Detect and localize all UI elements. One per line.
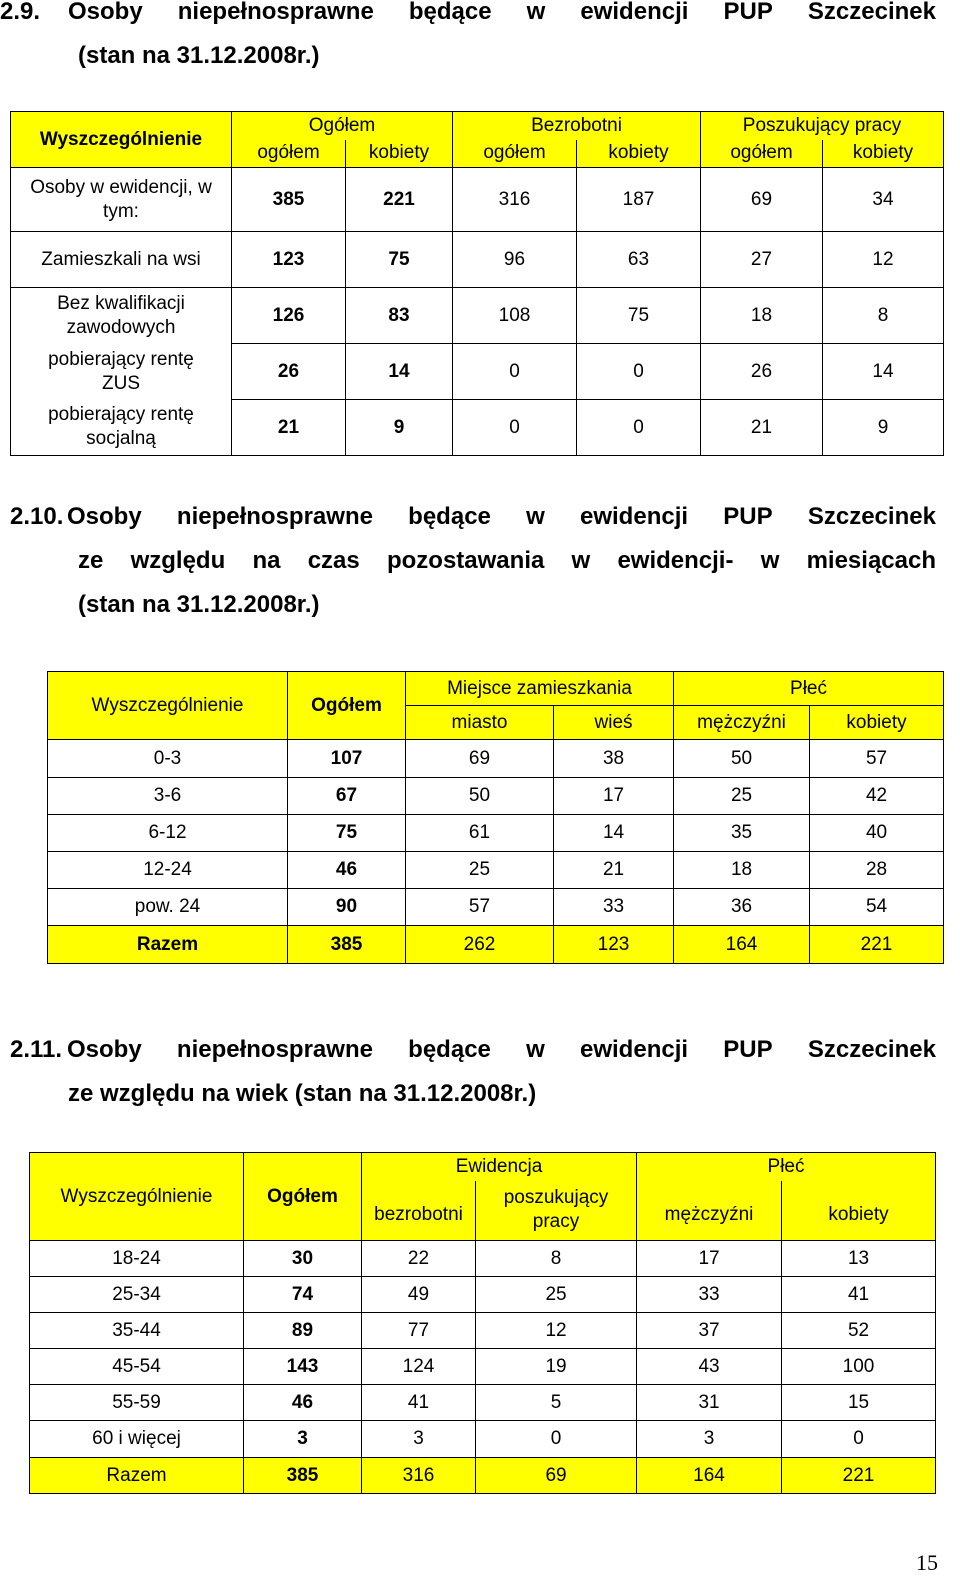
heading-line-1 <box>67 1028 936 1072</box>
sub-header: kobiety <box>782 1181 936 1241</box>
row-label: 18-24 <box>30 1241 244 1277</box>
heading-word: miesiącach <box>806 547 936 574</box>
page-number: 15 <box>916 1550 938 1575</box>
cell: 108 <box>453 288 577 344</box>
cell: 385 <box>244 1458 362 1494</box>
cell: 0 <box>453 344 577 400</box>
group-header-sex: Płeć <box>637 1153 936 1181</box>
row-label: Razem <box>30 1458 244 1494</box>
sub-header: wieś <box>554 706 674 740</box>
table-row <box>48 889 944 926</box>
section-number: 2.9. <box>0 0 41 25</box>
heading-word: będące <box>408 1036 491 1063</box>
cell: 9 <box>823 400 944 456</box>
cell: 33 <box>554 889 674 926</box>
table-2-11 <box>29 1152 936 1494</box>
sub-header: poszukujący pracy <box>476 1181 637 1241</box>
cell: 26 <box>701 344 823 400</box>
heading-line-2: ze względu na wiek (stan na 31.12.2008r.) <box>68 1080 537 1107</box>
table-row <box>48 852 944 889</box>
cell: 90 <box>288 889 406 926</box>
cell: 50 <box>674 740 810 778</box>
sub-header: kobiety <box>823 140 944 168</box>
heading-word: ewidencji <box>580 1036 689 1063</box>
table-row <box>30 1349 936 1385</box>
row-label: 45-54 <box>30 1349 244 1385</box>
heading-word: ewidencji <box>580 0 689 25</box>
cell: 126 <box>232 288 346 344</box>
cell: 15 <box>782 1385 936 1421</box>
cell: 37 <box>637 1313 782 1349</box>
section-2-10-heading <box>10 495 936 627</box>
row-label: Osoby w ewidencji, w tym: <box>11 168 232 232</box>
row-label: 55-59 <box>30 1385 244 1421</box>
heading-word: czas <box>307 547 360 574</box>
heading-word: Szczecinek <box>807 503 936 530</box>
row-label: pow. 24 <box>48 889 288 926</box>
cell: 46 <box>244 1385 362 1421</box>
cell: 17 <box>554 778 674 815</box>
sub-header: ogółem <box>701 140 823 168</box>
section-2-11-heading <box>10 1028 936 1116</box>
cell: 22 <box>362 1241 476 1277</box>
table-row <box>30 1241 936 1277</box>
cell: 40 <box>810 815 944 852</box>
sub-header: kobiety <box>346 140 453 168</box>
heading-line-2 <box>10 539 936 583</box>
total-row <box>30 1458 936 1494</box>
cell: 54 <box>810 889 944 926</box>
cell: 100 <box>782 1349 936 1385</box>
cell: 221 <box>810 926 944 964</box>
cell: 0 <box>577 344 701 400</box>
row-label: 25-34 <box>30 1277 244 1313</box>
cell: 41 <box>362 1385 476 1421</box>
cell: 9 <box>346 400 453 456</box>
heading-word: niepełnosprawne <box>177 0 374 25</box>
cell: 25 <box>674 778 810 815</box>
cell: 34 <box>823 168 944 232</box>
cell: 36 <box>674 889 810 926</box>
heading-line-3: (stan na 31.12.2008r.) <box>78 591 320 618</box>
group-header-residence: Miejsce zamieszkania <box>406 672 674 706</box>
table-row <box>48 740 944 778</box>
row-label: Razem <box>48 926 288 964</box>
cell: 43 <box>637 1349 782 1385</box>
section-2-9-heading <box>0 0 936 78</box>
table-2-10 <box>47 671 944 964</box>
sub-header: mężczyźni <box>674 706 810 740</box>
heading-line-1 <box>68 0 936 34</box>
cell: 26 <box>232 344 346 400</box>
cell: 35 <box>674 815 810 852</box>
cell: 12 <box>476 1313 637 1349</box>
cell: 14 <box>554 815 674 852</box>
cell: 5 <box>476 1385 637 1421</box>
header-total: Ogółem <box>244 1153 362 1241</box>
cell: 96 <box>453 232 577 288</box>
cell: 27 <box>701 232 823 288</box>
cell: 8 <box>476 1241 637 1277</box>
section-number: 2.10. <box>10 503 64 530</box>
cell: 221 <box>782 1458 936 1494</box>
row-label: 12-24 <box>48 852 288 889</box>
row-label: 0-3 <box>48 740 288 778</box>
cell: 3 <box>244 1421 362 1458</box>
table-row <box>11 400 944 456</box>
cell: 52 <box>782 1313 936 1349</box>
cell: 221 <box>346 168 453 232</box>
cell: 8 <box>823 288 944 344</box>
heading-word: w <box>526 0 546 25</box>
cell: 61 <box>406 815 554 852</box>
cell: 3 <box>637 1421 782 1458</box>
table-2-9 <box>10 111 944 456</box>
row-label: Zamieszkali na wsi <box>11 232 232 288</box>
cell: 50 <box>406 778 554 815</box>
heading-word: PUP <box>723 503 773 530</box>
cell: 17 <box>637 1241 782 1277</box>
cell: 30 <box>244 1241 362 1277</box>
sub-header: miasto <box>406 706 554 740</box>
table-row <box>11 344 944 400</box>
header-label: Wyszczególnienie <box>48 672 288 740</box>
cell: 0 <box>577 400 701 456</box>
cell: 12 <box>823 232 944 288</box>
cell: 42 <box>810 778 944 815</box>
cell: 143 <box>244 1349 362 1385</box>
cell: 21 <box>232 400 346 456</box>
header-label: Wyszczególnienie <box>11 112 232 168</box>
heading-word: ewidencji <box>580 503 689 530</box>
section-number: 2.11. <box>10 1036 63 1063</box>
cell: 18 <box>701 288 823 344</box>
cell: 69 <box>701 168 823 232</box>
heading-word: PUP <box>723 0 773 25</box>
cell: 25 <box>476 1277 637 1313</box>
group-header-sex: Płeć <box>674 672 944 706</box>
cell: 14 <box>823 344 944 400</box>
cell: 107 <box>288 740 406 778</box>
group-header-register: Ewidencja <box>362 1153 637 1181</box>
cell: 262 <box>406 926 554 964</box>
total-row <box>48 926 944 964</box>
cell: 75 <box>577 288 701 344</box>
cell: 31 <box>637 1385 782 1421</box>
row-label: 35-44 <box>30 1313 244 1349</box>
row-label: 60 i więcej <box>30 1421 244 1458</box>
heading-word: Osoby <box>68 0 143 25</box>
cell: 124 <box>362 1349 476 1385</box>
cell: 0 <box>782 1421 936 1458</box>
table-row <box>30 1421 936 1458</box>
cell: 57 <box>406 889 554 926</box>
cell: 75 <box>346 232 453 288</box>
cell: 63 <box>577 232 701 288</box>
cell: 74 <box>244 1277 362 1313</box>
cell: 385 <box>232 168 346 232</box>
cell: 38 <box>554 740 674 778</box>
table-row <box>30 1277 936 1313</box>
cell: 385 <box>288 926 406 964</box>
heading-word: ewidencji- <box>617 547 734 574</box>
cell: 164 <box>637 1458 782 1494</box>
heading-word: w <box>526 503 545 530</box>
cell: 75 <box>288 815 406 852</box>
cell: 33 <box>637 1277 782 1313</box>
cell: 77 <box>362 1313 476 1349</box>
row-label: pobierający rentę ZUS <box>11 344 232 400</box>
heading-word: będące <box>408 503 491 530</box>
sub-header: bezrobotni <box>362 1181 476 1241</box>
cell: 69 <box>406 740 554 778</box>
cell: 123 <box>554 926 674 964</box>
sub-header: mężczyźni <box>637 1181 782 1241</box>
cell: 0 <box>453 400 577 456</box>
cell: 67 <box>288 778 406 815</box>
table-row <box>30 1385 936 1421</box>
heading-word: niepełnosprawne <box>176 503 373 530</box>
heading-word: Szczecinek <box>807 0 936 25</box>
table-row <box>30 1313 936 1349</box>
heading-word: w <box>526 1036 545 1063</box>
heading-word: ze <box>78 547 104 574</box>
cell: 21 <box>701 400 823 456</box>
heading-line-1 <box>67 495 936 539</box>
heading-word: niepełnosprawne <box>176 1036 373 1063</box>
row-label: 6-12 <box>48 815 288 852</box>
row-label: pobierający rentę socjalną <box>11 400 232 456</box>
cell: 83 <box>346 288 453 344</box>
cell: 3 <box>362 1421 476 1458</box>
table-row <box>11 168 944 232</box>
sub-header: kobiety <box>810 706 944 740</box>
cell: 0 <box>476 1421 637 1458</box>
heading-word: na <box>252 547 281 574</box>
cell: 164 <box>674 926 810 964</box>
heading-word: Szczecinek <box>807 1036 936 1063</box>
table-row <box>11 232 944 288</box>
cell: 69 <box>476 1458 637 1494</box>
heading-word: względu <box>130 547 226 574</box>
cell: 21 <box>554 852 674 889</box>
heading-word: Osoby <box>67 503 142 530</box>
header-label: Wyszczególnienie <box>30 1153 244 1241</box>
heading-word: w <box>760 547 780 574</box>
heading-word: będące <box>408 0 492 25</box>
cell: 49 <box>362 1277 476 1313</box>
row-label: Bez kwalifikacji zawodowych <box>11 288 232 344</box>
cell: 25 <box>406 852 554 889</box>
header-total: Ogółem <box>288 672 406 740</box>
cell: 18 <box>674 852 810 889</box>
cell: 14 <box>346 344 453 400</box>
cell: 123 <box>232 232 346 288</box>
cell: 41 <box>782 1277 936 1313</box>
cell: 316 <box>362 1458 476 1494</box>
cell: 28 <box>810 852 944 889</box>
group-header: Poszukujący pracy <box>701 112 944 140</box>
cell: 316 <box>453 168 577 232</box>
cell: 187 <box>577 168 701 232</box>
cell: 89 <box>244 1313 362 1349</box>
table-row <box>48 778 944 815</box>
heading-word: PUP <box>723 1036 773 1063</box>
row-label: 3-6 <box>48 778 288 815</box>
heading-word: w <box>571 547 591 574</box>
table-row <box>11 288 944 344</box>
sub-header: ogółem <box>453 140 577 168</box>
cell: 57 <box>810 740 944 778</box>
sub-header: kobiety <box>577 140 701 168</box>
group-header: Bezrobotni <box>453 112 701 140</box>
sub-header: ogółem <box>232 140 346 168</box>
heading-line-2: (stan na 31.12.2008r.) <box>78 42 320 69</box>
heading-word: Osoby <box>67 1036 142 1063</box>
table-row <box>48 815 944 852</box>
cell: 19 <box>476 1349 637 1385</box>
heading-word: pozostawania <box>386 547 545 574</box>
cell: 46 <box>288 852 406 889</box>
group-header: Ogółem <box>232 112 453 140</box>
cell: 13 <box>782 1241 936 1277</box>
